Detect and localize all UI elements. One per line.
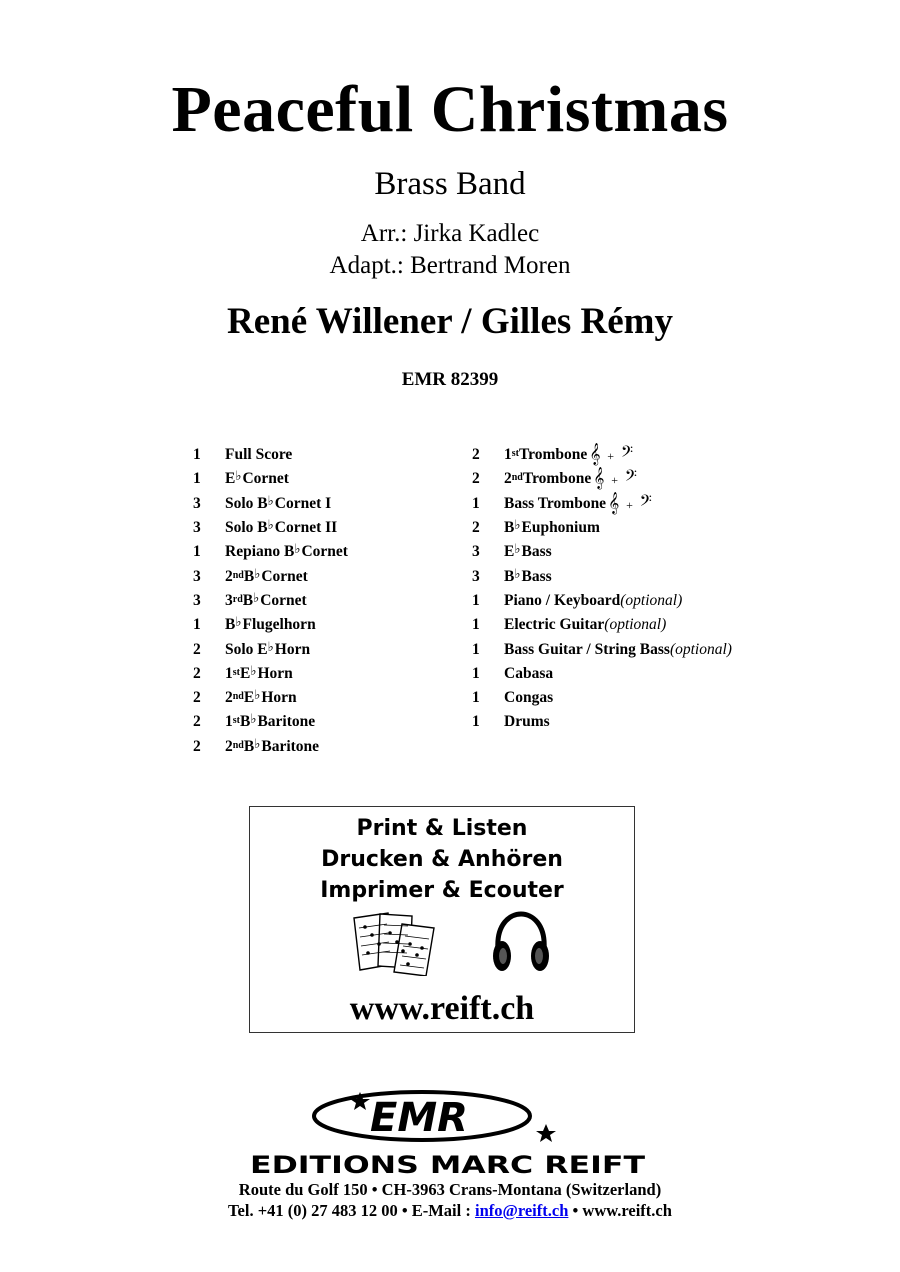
flat-sign-icon: ♭ bbox=[254, 735, 261, 751]
part-prefix: B bbox=[243, 567, 255, 585]
part-quantity: 1 bbox=[193, 616, 201, 634]
flat-sign-icon: ♭ bbox=[267, 517, 274, 533]
bass-clef-icon: 𝄢 bbox=[624, 468, 638, 490]
part-row bbox=[193, 613, 348, 637]
part-quantity: 2 bbox=[193, 737, 201, 755]
part-ordinal: 2 bbox=[225, 737, 233, 755]
part-name: Piano / Keyboard bbox=[504, 591, 621, 609]
part-prefix: E bbox=[243, 689, 255, 707]
part-ordinal: 1 bbox=[225, 664, 233, 682]
part-quantity: 2 bbox=[193, 689, 201, 707]
promo-icons bbox=[250, 910, 634, 980]
part-row bbox=[472, 613, 732, 637]
part-name: Cornet bbox=[242, 470, 289, 488]
part-prefix: B bbox=[242, 591, 254, 609]
flat-sign-icon: ♭ bbox=[514, 541, 521, 557]
part-row bbox=[472, 516, 732, 540]
part-prefix: B bbox=[504, 519, 515, 537]
flat-sign-icon: ♭ bbox=[294, 541, 301, 557]
part-quantity: 1 bbox=[472, 616, 480, 634]
part-row: 2 1 $^{st}$ B ♭ Baritone bbox=[193, 711, 316, 731]
part-quantity: 2 bbox=[472, 446, 480, 464]
bass-clef-icon: 𝄢 bbox=[639, 492, 653, 514]
part-row bbox=[472, 710, 732, 734]
part-row bbox=[193, 467, 348, 491]
part-quantity: 3 bbox=[193, 567, 201, 585]
part-quantity: 2 bbox=[193, 713, 201, 731]
flat-sign-icon: ♭ bbox=[235, 468, 242, 484]
part-name: Trombone bbox=[518, 446, 588, 464]
part-quantity: 1 bbox=[472, 664, 480, 682]
part-row bbox=[472, 564, 732, 588]
part-name: Horn bbox=[274, 640, 311, 658]
part-quantity: 1 bbox=[193, 543, 201, 561]
part-prefix: E bbox=[239, 664, 251, 682]
part-quantity: 1 bbox=[193, 446, 201, 464]
part-name: Baritone bbox=[257, 713, 316, 731]
part-row bbox=[472, 686, 732, 710]
promo-line-german: Drucken & Anhören bbox=[321, 847, 563, 872]
part-quantity: 2 bbox=[193, 640, 201, 658]
print-listen-box bbox=[249, 806, 635, 1033]
part-name: Drums bbox=[504, 713, 550, 731]
part-quantity: 1 bbox=[472, 713, 480, 731]
part-prefix: E bbox=[225, 470, 236, 488]
part-row bbox=[472, 637, 732, 661]
part-quantity: 1 bbox=[472, 494, 480, 512]
emr-logo-text: EMR bbox=[370, 1095, 468, 1141]
clef-symbols bbox=[589, 444, 634, 466]
flat-sign-icon: ♭ bbox=[514, 565, 521, 581]
part-row bbox=[472, 589, 732, 613]
bass-clef-icon: 𝄢 bbox=[620, 444, 635, 466]
part-ordinal: 2 bbox=[225, 689, 233, 707]
part-quantity: 3 bbox=[193, 519, 201, 537]
promo-line-english: Print & Listen bbox=[356, 816, 528, 841]
part-name: Cabasa bbox=[504, 664, 554, 682]
clef-plus: + bbox=[611, 473, 619, 488]
part-ordinal: 2 bbox=[225, 567, 233, 585]
part-quantity: 1 bbox=[472, 640, 480, 658]
subtitle: Brass Band bbox=[374, 166, 526, 202]
flat-sign-icon: ♭ bbox=[250, 711, 257, 727]
parts-list-right bbox=[472, 443, 732, 735]
part-row: 2 1 $^{st}$ E ♭ Horn bbox=[193, 662, 293, 682]
part-row bbox=[193, 492, 348, 516]
part-name: Cornet bbox=[261, 567, 308, 585]
email-link[interactable]: info@reift.ch bbox=[474, 1201, 569, 1220]
part-prefix: B bbox=[225, 616, 236, 634]
page-title: Peaceful Christmas bbox=[171, 73, 729, 146]
part-ordinal: 1 bbox=[504, 446, 512, 464]
flat-sign-icon: ♭ bbox=[254, 565, 261, 581]
part-quantity: 2 bbox=[193, 664, 201, 682]
part-quantity: 1 bbox=[193, 470, 201, 488]
publisher-address: Route du Golf 150 • CH-3963 Crans-Montana (Switzerland) bbox=[238, 1180, 662, 1199]
part-name: Bass Guitar / String Bass bbox=[504, 640, 670, 658]
part-name: Cornet II bbox=[274, 519, 338, 537]
part-row bbox=[472, 662, 732, 686]
flat-sign-icon: ♭ bbox=[514, 517, 521, 533]
promo-url[interactable]: www.reift.ch bbox=[349, 990, 535, 1027]
part-row bbox=[193, 637, 348, 661]
part-row bbox=[472, 492, 732, 516]
part-quantity: 2 bbox=[472, 519, 480, 537]
clef-plus: + bbox=[626, 497, 634, 512]
part-name: Cornet I bbox=[274, 494, 332, 512]
part-ordinal: 3 bbox=[225, 591, 233, 609]
publisher-name: EDITIONS MARC REIFT bbox=[250, 1151, 646, 1178]
promo-line-french: Imprimer & Ecouter bbox=[320, 878, 564, 903]
part-name: Horn bbox=[261, 689, 297, 707]
contact-website: • www.reift.ch bbox=[568, 1201, 672, 1220]
part-prefix: Solo E bbox=[225, 640, 268, 658]
headphones-icon bbox=[490, 910, 552, 976]
part-optional-note: (optional) bbox=[669, 640, 732, 658]
part-name: Euphonium bbox=[521, 519, 600, 537]
part-quantity: 2 bbox=[472, 470, 480, 488]
part-name: Baritone bbox=[261, 737, 320, 755]
part-row: 2 2 $^{nd}$ B ♭ Baritone bbox=[193, 735, 320, 755]
flat-sign-icon: ♭ bbox=[253, 589, 260, 605]
part-name: Bass Trombone bbox=[504, 494, 607, 512]
part-row: 3 3 $^{rd}$ B ♭ Cornet bbox=[193, 589, 307, 609]
part-prefix: Solo B bbox=[225, 519, 268, 537]
contact-phone: Tel. +41 (0) 27 483 12 00 • E-Mail : bbox=[228, 1201, 475, 1220]
part-name: Full Score bbox=[225, 446, 293, 464]
part-ordinal: 2 bbox=[504, 470, 512, 488]
flat-sign-icon: ♭ bbox=[267, 492, 274, 508]
part-quantity: 1 bbox=[472, 689, 480, 707]
part-prefix: E bbox=[504, 543, 515, 561]
part-name: Bass bbox=[521, 543, 552, 561]
flat-sign-icon: ♭ bbox=[235, 614, 242, 630]
part-row bbox=[193, 516, 348, 540]
adapter: Adapt.: Bertrand Moren bbox=[329, 252, 571, 279]
part-prefix: B bbox=[243, 737, 255, 755]
part-name: Electric Guitar bbox=[504, 616, 605, 634]
clef-plus: + bbox=[607, 449, 616, 464]
publisher-contact bbox=[0, 1201, 900, 1221]
part-row: 2 2 $^{nd}$ Trombone 𝄞 + 𝄢 bbox=[472, 468, 638, 490]
part-name: Trombone bbox=[522, 470, 592, 488]
part-name: Bass bbox=[521, 567, 552, 585]
catalog-number: EMR 82399 bbox=[401, 369, 499, 390]
treble-clef-icon: 𝄞 bbox=[593, 468, 606, 490]
part-prefix: B bbox=[504, 567, 515, 585]
treble-clef-icon: 𝄞 bbox=[589, 444, 602, 466]
part-prefix: B bbox=[239, 713, 251, 731]
sheet-music-icon bbox=[350, 910, 440, 976]
part-name: Congas bbox=[504, 689, 554, 707]
flat-sign-icon: ♭ bbox=[267, 638, 274, 654]
part-row bbox=[472, 540, 732, 564]
part-name: Flugelhorn bbox=[242, 616, 316, 634]
emr-logo bbox=[250, 1088, 650, 1178]
part-name: Cornet bbox=[301, 543, 348, 561]
part-row bbox=[193, 443, 348, 467]
flat-sign-icon: ♭ bbox=[250, 662, 257, 678]
part-row: 2 2 $^{nd}$ E ♭ Horn bbox=[193, 687, 297, 707]
clef-symbols bbox=[608, 493, 653, 515]
part-row: 3 2 $^{nd}$ B ♭ Cornet bbox=[193, 565, 308, 585]
part-row bbox=[193, 540, 348, 564]
part-optional-note: (optional) bbox=[604, 616, 667, 634]
parts-list-left bbox=[193, 443, 348, 759]
part-prefix: Solo B bbox=[225, 494, 268, 512]
part-quantity: 1 bbox=[472, 591, 480, 609]
treble-clef-icon: 𝄞 bbox=[608, 492, 621, 514]
part-row: 2 1 $^{st}$ Trombone 𝄞 + 𝄢 bbox=[472, 444, 635, 466]
flat-sign-icon: ♭ bbox=[254, 687, 261, 703]
part-prefix: Repiano B bbox=[225, 543, 295, 561]
part-quantity: 3 bbox=[472, 543, 480, 561]
part-name: Horn bbox=[257, 664, 293, 682]
composers: René Willener / Gilles Rémy bbox=[226, 301, 673, 342]
part-quantity: 3 bbox=[193, 494, 201, 512]
arranger: Arr.: Jirka Kadlec bbox=[360, 220, 540, 247]
part-optional-note: (optional) bbox=[620, 591, 683, 609]
part-quantity: 3 bbox=[472, 567, 480, 585]
clef-symbols bbox=[593, 468, 638, 490]
part-ordinal: 1 bbox=[225, 713, 233, 731]
part-name: Cornet bbox=[260, 591, 307, 609]
part-quantity: 3 bbox=[193, 591, 201, 609]
